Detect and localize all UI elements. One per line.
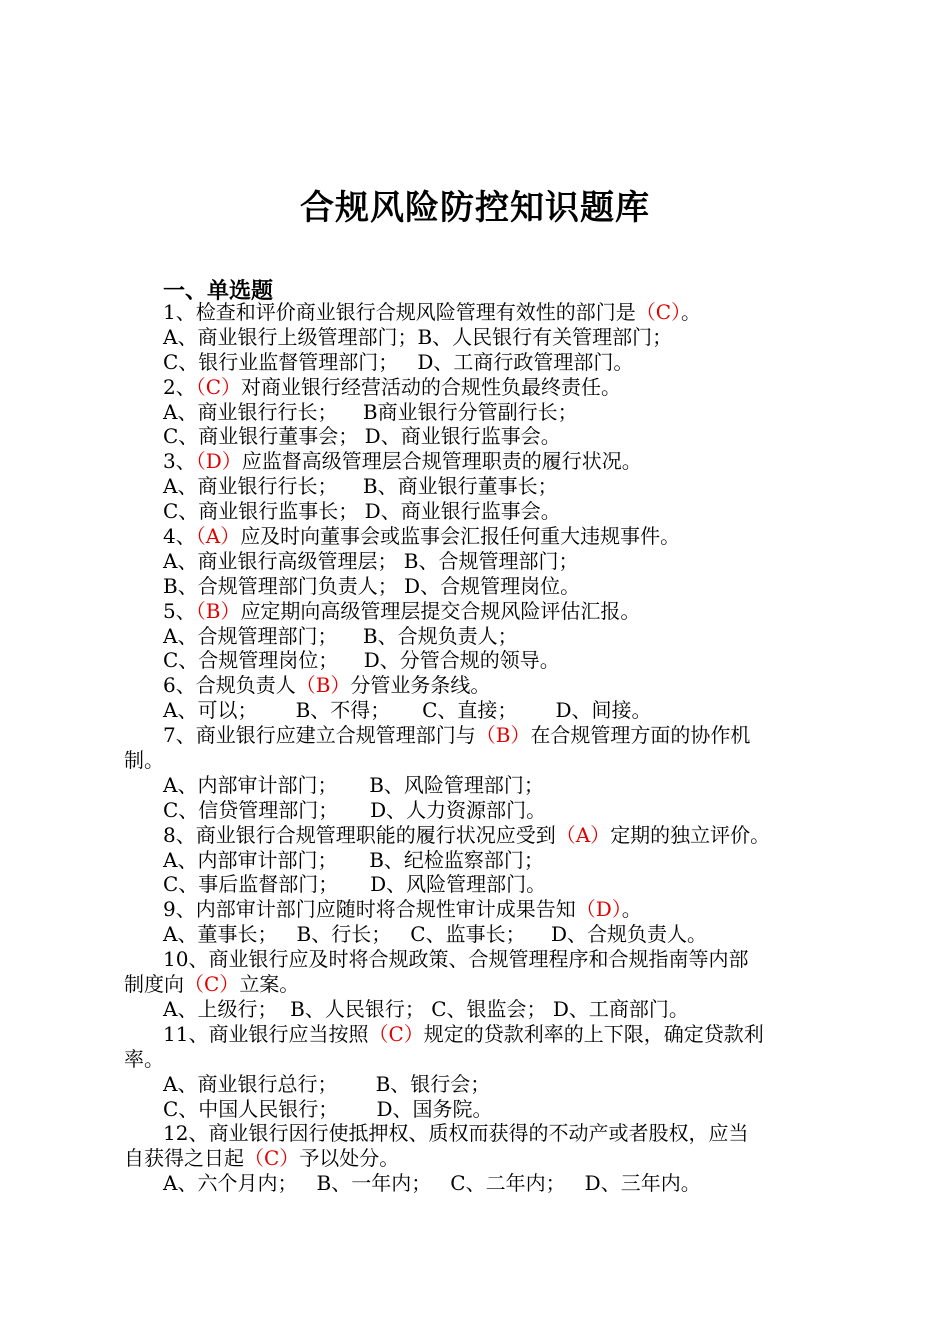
question-2 [124,375,829,400]
question-text: 立案。 [239,972,300,997]
question-text: 规定的贷款利率的上下限，确定贷款利 [423,1021,764,1046]
option-line: C、信贷管理部门； D、人力资源部门。 [163,797,547,822]
option-line: C、商业银行董事会； D、商业银行监事会。 [163,424,561,449]
answer-marker: （C） [184,972,240,997]
question-text: 5、 [163,598,196,623]
question-text: 应监督高级管理层合规管理职责的履行状况。 [241,449,642,474]
question-continuation [124,972,829,997]
question-list [124,300,829,1196]
question-text: 7、商业银行应建立合规管理部门与 [163,723,476,748]
question-4 [124,524,829,549]
question-1 [124,300,829,325]
question-text: 应及时向董事会或监事会汇报任何重大违规事件。 [240,524,681,549]
option-line: A、六个月内； B、一年内； C、二年内； D、三年内。 [163,1171,701,1196]
option-line: A、商业银行高级管理层； B、合规管理部门； [163,548,579,573]
page-title: 合规风险防控知识题库 [300,188,650,228]
option-line: A、董事长； B、行长； C、监事长； D、合规负责人。 [163,922,708,947]
question-text: 12、商业银行因行使抵押权、质权而获得的不动产或者股权，应当 [163,1121,749,1146]
question-text: 定期的独立评价。 [610,822,771,847]
question-text: 4、 [163,524,196,549]
option-line: C、事后监督部门； D、风险管理部门。 [163,872,547,897]
option-line: A、商业银行行长； B、商业银行董事长； [163,474,558,499]
question-text: 10、商业银行应及时将合规政策、合规管理程序和合规指南等内部 [163,947,749,972]
option-line: C、商业银行监事长； D、商业银行监事会。 [163,499,561,524]
question-text: 3、 [163,449,196,474]
answer-marker: （B） [195,598,241,623]
question-text: 。 [621,897,642,922]
question-text: 分管业务条线。 [350,673,491,698]
option-line: C、银行业监督管理部门； D、工商行政管理部门。 [163,349,634,374]
question-8 [124,823,829,848]
question-10 [124,947,829,972]
question-7 [124,723,829,748]
question-text: 自获得之日起 [124,1146,244,1171]
question-text: 应定期向高级管理层提交合规风险评估汇报。 [240,598,641,623]
question-text: 8、商业银行合规管理职能的履行状况应受到 [163,822,556,847]
question-12 [124,1121,829,1146]
question-text: 2、 [163,374,196,399]
question-text: 9、内部审计部门应随时将合规性审计成果告知 [163,897,576,922]
answer-marker: （D） [195,449,242,474]
section-heading: 一、单选题 [163,279,274,304]
question-text: 对商业银行经营活动的合规性负最终责任。 [241,374,622,399]
question-3 [124,449,829,474]
question-continuation: 制。 [124,748,164,773]
answer-marker: （B） [475,723,531,748]
option-line: B、合规管理部门负责人； D、合规管理岗位。 [163,573,581,598]
question-6 [124,673,829,698]
answer-marker: （A） [195,524,241,549]
answer-marker: （C） [368,1021,424,1046]
option-line: C、合规管理岗位； D、分管合规的领导。 [163,648,560,673]
question-text: 11、商业银行应当按照 [163,1021,369,1046]
answer-marker: （B） [295,673,351,698]
option-line: A、合规管理部门； B、合规负责人； [163,623,518,648]
answer-marker: （D） [575,897,622,922]
option-line: A、商业银行总行； B、银行会； [163,1071,491,1096]
question-continuation [124,1146,829,1171]
answer-marker: （C） [244,1146,300,1171]
question-9 [124,897,829,922]
answer-marker: （C） [195,374,242,399]
question-continuation: 率。 [124,1046,164,1071]
option-line: C、中国人民银行； D、国务院。 [163,1096,493,1121]
option-line: A、商业银行上级管理部门；B、人民银行有关管理部门； [163,324,673,349]
option-line: A、可以； B、不得； C、直接； D、间接。 [163,698,652,723]
answer-marker: （C） [635,300,682,324]
answer-marker: （A） [555,822,611,847]
option-line: A、内部审计部门； B、风险管理部门； [163,772,544,797]
option-line: A、商业银行行长； B商业银行分管副行长； [163,399,578,424]
question-text: 1、检查和评价商业银行合规风险管理有效性的部门是 [163,300,636,324]
question-text: 6、合规负责人 [163,673,296,698]
question-5 [124,599,829,624]
option-line: A、内部审计部门； B、纪检监察部门； [163,847,544,872]
option-line: A、上级行； B、人民银行； C、银监会； D、工商部门。 [163,996,689,1021]
question-text: 。 [681,300,702,324]
question-11 [124,1022,829,1047]
question-text: 予以处分。 [299,1146,400,1171]
question-text: 在合规管理方面的协作机 [530,723,751,748]
question-text: 制度向 [124,972,184,997]
